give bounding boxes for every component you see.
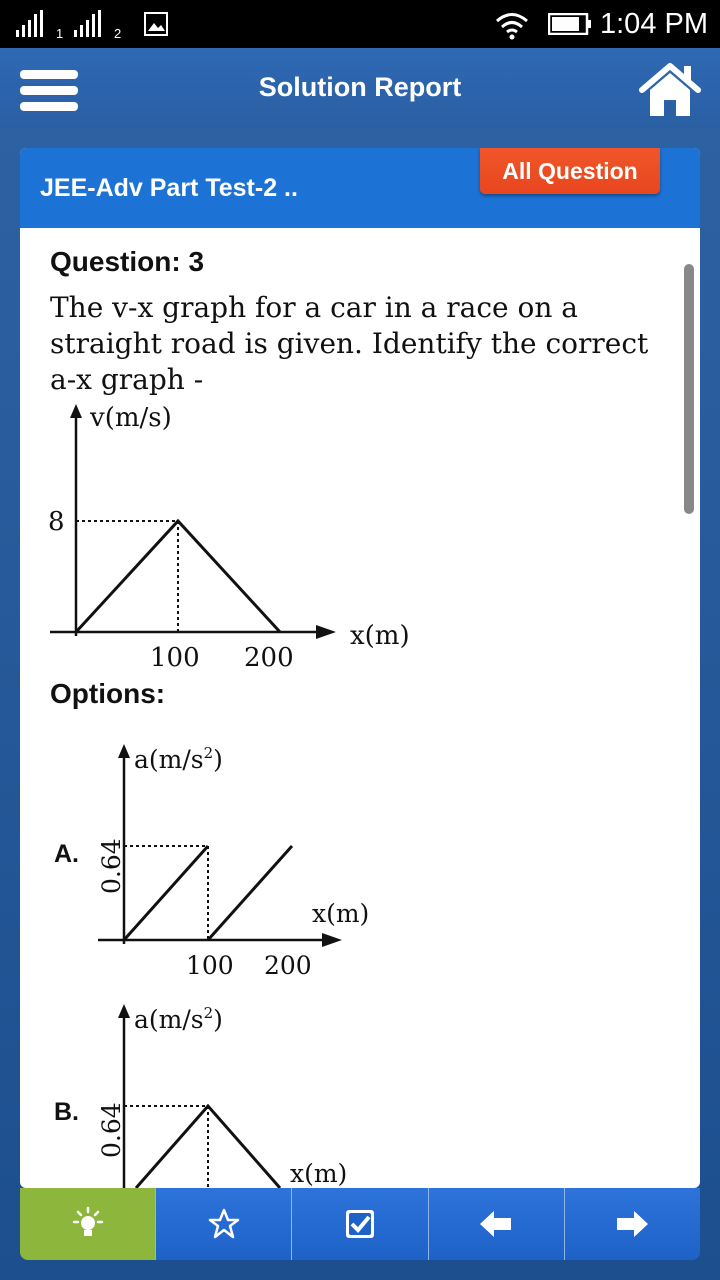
x-tick-label: 100	[150, 643, 200, 673]
bookmark-button[interactable]	[155, 1188, 291, 1260]
checkbox-icon	[343, 1207, 377, 1241]
question-graph	[44, 396, 444, 676]
sim1-label: 1	[56, 26, 64, 41]
app-bar	[0, 48, 720, 128]
clock: 1:04 PM	[600, 8, 708, 40]
arrow-left-icon	[478, 1209, 514, 1239]
x-tick-label: 200	[264, 951, 312, 980]
x-axis-label: x(m)	[290, 1159, 348, 1188]
x-axis-arrow	[322, 933, 342, 947]
home-icon[interactable]	[638, 60, 702, 120]
y-axis-label: $a(m/s^2)$	[134, 744, 223, 774]
status-bar	[0, 0, 720, 48]
y-tick-label: 0.64	[97, 1102, 126, 1158]
x-axis-arrow	[316, 625, 336, 639]
previous-button[interactable]	[428, 1188, 564, 1260]
gallery-notification-icon	[144, 12, 168, 36]
signal-icon	[14, 10, 50, 38]
y-tick-label: 0.64	[97, 838, 126, 894]
sim2-label: 2	[114, 26, 122, 41]
card-header	[20, 148, 700, 228]
option-a-graph[interactable]	[90, 734, 410, 984]
signal-icon	[72, 10, 108, 38]
hint-button[interactable]	[20, 1188, 155, 1260]
bottom-toolbar	[20, 1188, 700, 1260]
wifi-icon	[494, 10, 530, 40]
option-b-label[interactable]: B.	[54, 1098, 79, 1126]
all-question-button[interactable]: All Question	[480, 148, 660, 194]
y-axis-arrow	[118, 744, 130, 758]
options-title: Options:	[50, 678, 166, 709]
arrow-right-icon	[614, 1209, 650, 1239]
y-axis-label: v(m/s)	[90, 403, 172, 433]
acceleration-line	[208, 846, 292, 940]
star-icon	[207, 1207, 241, 1241]
scrollbar[interactable]	[684, 264, 694, 514]
y-axis-arrow	[70, 404, 82, 418]
bulb-icon	[70, 1206, 106, 1242]
mark-button[interactable]	[291, 1188, 427, 1260]
x-tick-label: 100	[186, 951, 234, 980]
x-axis-label: x(m)	[312, 899, 370, 928]
acceleration-line	[124, 846, 208, 940]
page-title: Solution Report	[258, 72, 462, 102]
question-card	[20, 148, 700, 1188]
y-axis-label: $a(m/s^2)$	[134, 1004, 223, 1034]
next-button[interactable]	[564, 1188, 700, 1260]
question-number: Question: 3	[50, 246, 205, 277]
x-tick-label: 200	[244, 643, 294, 673]
y-tick-label: 8	[48, 507, 65, 537]
y-axis-arrow	[118, 1004, 130, 1018]
option-b-graph[interactable]	[90, 994, 410, 1188]
test-name: JEE-Adv Part Test-2 ..	[40, 174, 298, 202]
battery-icon	[548, 13, 592, 35]
x-axis-label: x(m)	[350, 621, 410, 651]
question-text: The v-x graph for a car in a race on a straight road is given. Identify the correct a-x graph -	[50, 291, 649, 396]
option-a-label[interactable]: A.	[54, 840, 79, 868]
